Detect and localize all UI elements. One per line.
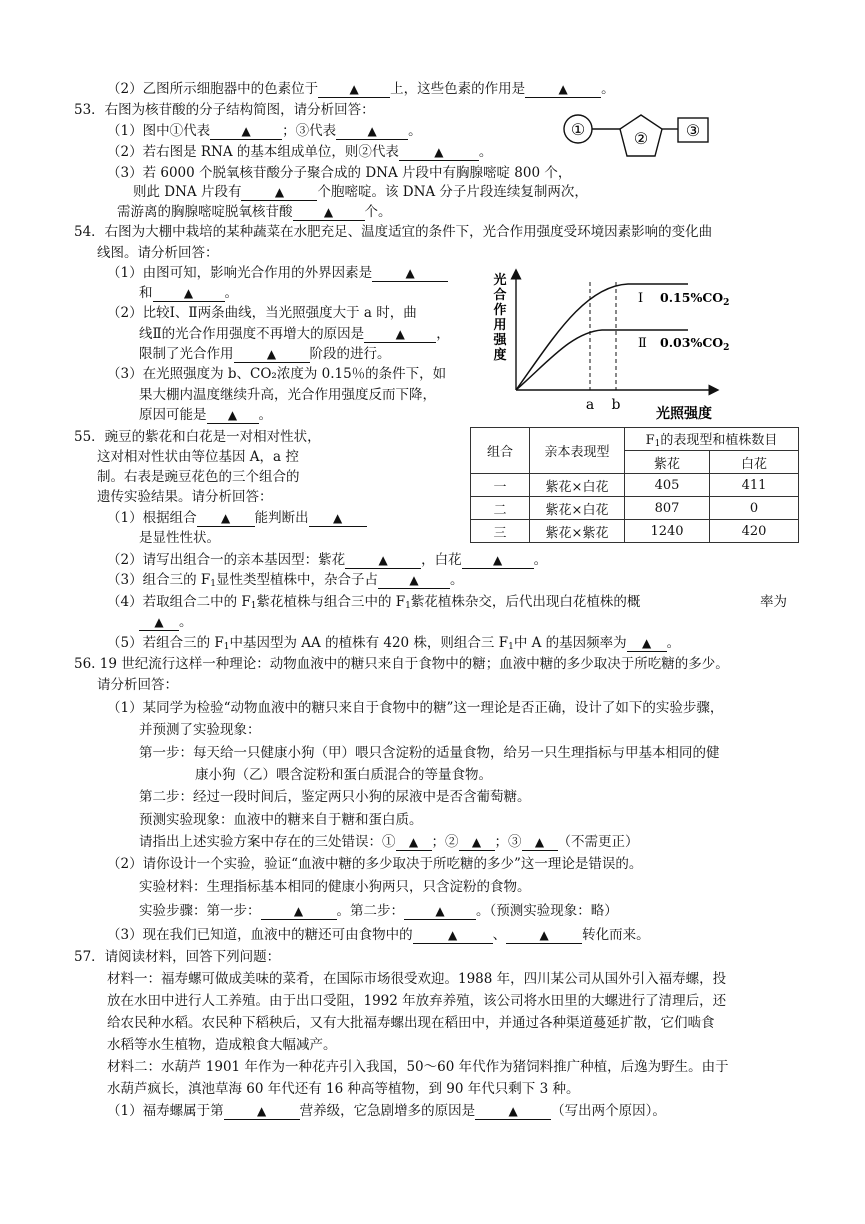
answer-blank[interactable]: ▲ [207, 407, 259, 424]
q53-part3c: 需游离的胸腺嘧啶脱氧核苷酸 ▲ 个。 [117, 204, 392, 220]
q57-m2b: 水葫芦疯长，滇池草海 60 年代还有 16 种高等植物，到 90 年代只剩下 3 种。 [107, 1081, 580, 1097]
q54-part3a: （3）在光照强度为 b、CO₂浓度为 0.15％的条件下，如 [107, 366, 447, 382]
series-label-2: $0.03\%CO_2$ [660, 335, 730, 353]
answer-blank[interactable]: ▲ [627, 635, 667, 652]
pea-flower-table [470, 427, 799, 543]
answer-blank[interactable]: ▲ [372, 265, 448, 282]
q57-m1c: 给农民种水稻。农民种下稻秧后，又有大批福寿螺出现在稻田中，并通过各种渠道蔓延扩散，它们啮食 [107, 1015, 715, 1031]
q55-part3: （3）组合三的 $F_1$显性类型植株中，杂合子占 ▲ 。 [107, 572, 464, 589]
q54-stem: 54．右图为大棚中栽培的某种蔬菜在水肥充足、温度适宜的条件下，光合作用强度受环境因素影响的变化曲 [74, 224, 713, 240]
answer-blank[interactable]: ▲ [525, 81, 601, 98]
q55-part1b: 是显性性状。 [139, 530, 220, 546]
q56-material: 实验材料：生理指标基本相同的健康小狗两只，只含淀粉的食物。 [139, 879, 531, 895]
q54-part1a: （1）由图可知，影响光合作用的外界因素是 ▲ [107, 263, 448, 283]
q53-part3b: 则此 DNA 片段有 ▲ 个胞嘧啶。该 DNA 分子片段连续复制两次， [133, 184, 588, 200]
header-white: 白花 [710, 451, 799, 474]
cell-purple: 405 [625, 474, 710, 497]
q56-predict: 预测实验现象：血液中的糖来自于糖和蛋白质。 [139, 812, 423, 828]
y-axis-label-char: 光 [493, 273, 507, 288]
answer-blank[interactable]: ▲ [234, 346, 310, 363]
q53-part3a: （3）若 6000 个脱氧核苷酸分子聚合成的 DNA 片段中有胸腺嘧啶 800 个， [107, 165, 572, 181]
table-row [471, 497, 799, 520]
q55-part1a: （1）根据组合 ▲ 能判断出 ▲ [107, 508, 367, 528]
q53-stem: 53．右图为核苷酸的分子结构简图，请分析回答： [74, 102, 375, 118]
q56-part2: （2）请你设计一个实验，验证“血液中糖的多少取决于所吃糖的多少”这一理论是错误的。 [107, 856, 643, 872]
q56-errors: 请指出上述实验方案中存在的三处错误：① ▲ ；② ▲ ；③ ▲ （不需更正） [139, 834, 639, 850]
answer-blank[interactable]: ▲ [241, 184, 317, 201]
header-parent: 亲本表现型 [530, 428, 625, 474]
q55-l1: 55．豌豆的紫花和白花是一对相对性状， [74, 429, 321, 445]
cell-parent: 紫花×紫花 [530, 520, 625, 543]
y-axis-label-char: 度 [493, 348, 507, 363]
cell-purple: 1240 [625, 520, 710, 543]
y-axis-label-char: 强 [493, 333, 507, 348]
cell-group: 二 [471, 497, 530, 520]
y-axis-label-char: 合 [493, 288, 507, 303]
answer-blank[interactable]: ▲ [210, 123, 282, 140]
q56-part1a: （1）某同学为检验“动物血液中的糖只来自于食物中的糖”这一理论是否正确，设计了如下的实验步骤， [107, 700, 724, 716]
y-axis-label-char: 作 [493, 303, 507, 318]
q54-part1b: 和 ▲ 。 [139, 285, 238, 301]
q55-part4c: ▲ 。 [139, 612, 193, 632]
header-purple: 紫花 [625, 451, 710, 474]
x-axis-label: 光照强度 [656, 406, 712, 422]
answer-blank[interactable]: ▲ [293, 204, 365, 221]
q56-step1b: 康小狗（乙）喂含淀粉和蛋白质混合的等量食物。 [195, 767, 492, 783]
q56-stem2: 请分析回答： [97, 677, 178, 693]
q56-part1b: 并预测了实验现象： [139, 722, 261, 738]
q55-part2: （2）请写出组合一的亲本基因型：紫花 ▲ ，白花 ▲ 。 [107, 552, 548, 568]
y-axis-label [492, 272, 507, 363]
x-tick-a: a [585, 397, 595, 413]
cell-parent: 紫花×白花 [530, 474, 625, 497]
q56-stem: 56. 19 世纪流行这样一种理论：动物血液中的糖只来自于食物中的糖；血液中糖的多少取决于所吃糖的多少。 [74, 656, 729, 672]
nucleotide-diagram [556, 104, 716, 166]
q57-m2a: 材料二：水葫芦 1901 年作为一种花卉引入我国，50～60 年代作为猪饲料推广种植，后逸为野生。由于 [107, 1059, 729, 1075]
answer-blank[interactable]: ▲ [197, 510, 255, 527]
header-f1: $F_1$的表现型和植株数目 [625, 428, 799, 451]
answer-blank[interactable]: ▲ [522, 834, 558, 851]
q56-steps: 实验步骤：第一步： ▲ 。第二步： ▲ 。（预测实验现象：略） [139, 903, 618, 919]
cell-white: 411 [710, 474, 799, 497]
series-label-1: $0.15\%CO_2$ [660, 290, 730, 308]
answer-blank[interactable]: ▲ [396, 834, 432, 851]
q57-part1: （1）福寿螺属于第 ▲ 营养级，它急剧增多的原因是 ▲ （写出两个原因）。 [107, 1103, 666, 1119]
q57-m1d: 水稻等水生植物，造成粮食大幅减产。 [107, 1037, 337, 1053]
q57-m1a: 材料一：福寿螺可做成美味的菜肴，在国际市场很受欢迎。1988 年，四川某公司从国外引入福寿螺，投 [107, 971, 727, 987]
q54-stem2: 线图。请分析回答： [97, 245, 219, 261]
diagram-label-2: ② [633, 129, 649, 148]
diagram-label-1: ① [570, 120, 586, 139]
q54-part3b: 果大棚内温度继续升高，光合作用强度反而下降， [139, 387, 436, 403]
cell-white: 420 [710, 520, 799, 543]
answer-blank[interactable]: ▲ [399, 144, 479, 161]
answer-blank[interactable]: ▲ [261, 903, 337, 920]
q55-l2: 这对相对性状由等位基因 A，a 控 [97, 449, 299, 465]
q55-part5: （5）若组合三的 $F_1$中基因型为 AA 的植株有 420 株，则组合三 $F_1$中 A 的基因频率为 ▲ 。 [107, 635, 681, 652]
answer-blank[interactable]: ▲ [224, 1103, 300, 1120]
cell-parent: 紫花×白花 [530, 497, 625, 520]
table-row [471, 520, 799, 543]
series-label-2-roman: Ⅱ [638, 336, 647, 351]
answer-blank[interactable]: ▲ [139, 614, 179, 631]
table-row [471, 474, 799, 497]
answer-blank[interactable]: ▲ [336, 123, 408, 140]
answer-blank[interactable]: ▲ [475, 1103, 551, 1120]
cell-group: 一 [471, 474, 530, 497]
q56-part3: （3）现在我们已知道，血液中的糖还可由食物中的 ▲ 、 ▲ 转化而来。 [107, 927, 650, 943]
q54-part2a: （2）比较Ⅰ、Ⅱ两条曲线，当光照强度大于 a 时，曲 [107, 305, 417, 321]
q53-part1: （1）图中①代表 ▲ ；③代表 ▲ 。 [107, 123, 422, 139]
answer-blank[interactable]: ▲ [153, 285, 225, 302]
q52-part2: （2）乙图所示细胞器中的色素位于 ▲ 上，这些色素的作用是 ▲ 。 [107, 81, 615, 97]
q56-step1a: 第一步：每天给一只健康小狗（甲）喂只含淀粉的适量食物，给另一只生理指标与甲基本相同的健 [139, 745, 720, 761]
q55-part4a: （4）若取组合二中的 $F_1$紫花植株与组合三中的 $F_1$紫花植株杂交，后代出现白花植株的概 [107, 594, 641, 611]
answer-blank[interactable]: ▲ [404, 903, 476, 920]
q55-part4b: 率为 [760, 594, 787, 610]
cell-purple: 807 [625, 497, 710, 520]
q55-l3: 制。右表是豌豆花色的三个组合的 [97, 469, 300, 485]
answer-blank[interactable]: ▲ [459, 834, 495, 851]
x-tick-b: b [611, 397, 621, 413]
q54-part2c: 限制了光合作用 ▲ 阶段的进行。 [139, 346, 391, 362]
q54-part3c: 原因可能是 ▲ 。 [139, 407, 272, 423]
header-group: 组合 [471, 428, 530, 474]
y-axis-label-char: 用 [493, 318, 507, 333]
cell-group: 三 [471, 520, 530, 543]
answer-blank[interactable]: ▲ [345, 552, 421, 569]
q54-part2b: 线Ⅱ的光合作用强度不再增大的原因是 ▲ ， [139, 326, 450, 342]
q55-l4: 遗传实验结果。请分析回答： [97, 489, 273, 505]
answer-blank[interactable]: ▲ [462, 552, 534, 569]
answer-blank[interactable]: ▲ [318, 81, 390, 98]
cell-white: 0 [710, 497, 799, 520]
answer-blank[interactable]: ▲ [364, 326, 436, 343]
answer-blank[interactable]: ▲ [413, 927, 493, 944]
series-label-1-roman: Ⅰ [638, 291, 644, 306]
photosynthesis-chart [492, 268, 742, 426]
q53-part2: （2）若右图是 RNA 的基本组成单位，则②代表 ▲ 。 [107, 144, 493, 160]
q56-step2: 第二步：经过一段时间后，鉴定两只小狗的尿液中是否含葡萄糖。 [139, 789, 531, 805]
q57-stem: 57．请阅读材料，回答下列问题： [74, 949, 281, 965]
answer-blank[interactable]: ▲ [378, 572, 450, 589]
q57-m1b: 放在水田中进行人工养殖。由于出口受阻，1992 年放弃养殖，该公司将水田里的大螺进行了清理后，还 [107, 993, 727, 1009]
diagram-label-3: ③ [685, 121, 701, 140]
answer-blank[interactable]: ▲ [309, 510, 367, 527]
answer-blank[interactable]: ▲ [506, 927, 582, 944]
